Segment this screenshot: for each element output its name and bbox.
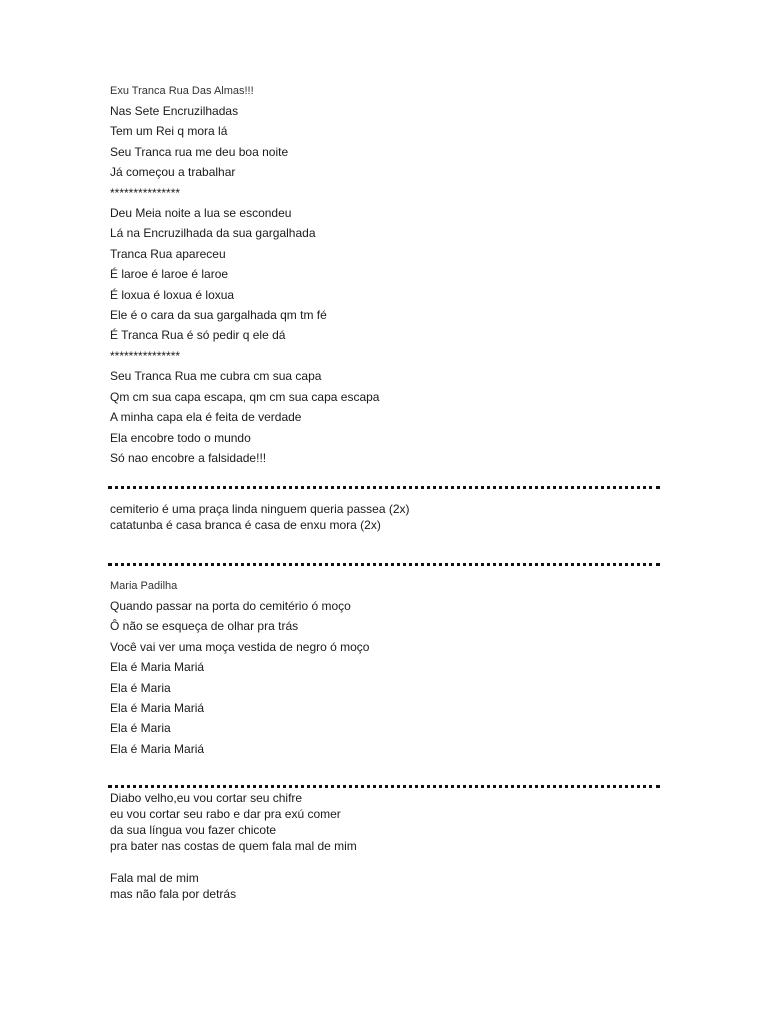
lyric-line: Nas Sete Encruzilhadas [110,104,239,118]
blank-line [110,854,670,870]
lyric-line: Ele é o cara da sua gargalhada qm tm fé [110,308,327,323]
asterisk-divider: *************** [110,185,181,200]
lyric-line: Ela é Maria [110,680,171,695]
lyric-line: Ela é Maria Mariá [110,660,205,675]
dotted-separator [108,563,660,566]
lyric-line: Fala mal de mim [110,871,199,885]
lyric-line: É laroe é laroe é laroe [110,267,229,282]
lyric-line: Diabo velho,eu vou cortar seu chifre [110,791,303,805]
lyric-line: Seu Tranca Rua me cubra cm sua capa [110,369,322,384]
asterisk-divider: *************** [110,348,181,363]
lyric-line: Seu Tranca rua me deu boa noite [110,144,289,159]
lyric-line: Ela encobre todo o mundo [110,430,251,445]
lyric-line: É loxua é loxua é loxua [110,287,235,302]
lyric-line: Ela é Maria Mariá [110,741,205,756]
lyric-line: Lá na Encruzilhada da sua gargalhada [110,226,316,241]
lyric-line: Deu Meia noite a lua se escondeu [110,206,292,221]
lyric-line: Tem um Rei q mora lá [110,124,228,139]
lyric-line: Qm cm sua capa escapa, qm cm sua capa escapa [110,389,380,404]
dotted-separator [108,486,660,489]
lyric-line: A minha capa ela é feita de verdade [110,410,302,425]
song-diabo-velho [110,790,670,902]
lyric-line: Só nao encobre a falsidade!!! [110,450,267,465]
lyric-line: Já começou a trabalhar [110,165,236,180]
lyric-line: eu vou cortar seu rabo e dar pra exú comer [110,807,341,821]
dotted-separator [108,785,660,788]
lyric-line: cemiterio é uma praça linda ninguem queria passea (2x) [110,502,410,516]
song-cemiterio [110,501,670,533]
lyric-line: Ela é Maria Mariá [110,701,205,716]
lyric-line: É Tranca Rua é só pedir q ele dá [110,328,286,343]
lyric-line: Ela é Maria [110,721,171,736]
lyric-line: Tranca Rua apareceu [110,246,226,261]
song-title: Maria Padilha [110,580,178,592]
lyric-line: Quando passar na porta do cemitério ó moço [110,599,351,613]
song-exu-tranca-rua [110,81,670,468]
song-maria-padilha [110,576,670,759]
song-title: Exu Tranca Rua Das Almas!!! [110,85,254,97]
lyric-line: pra bater nas costas de quem fala mal de mim [110,839,357,853]
lyric-line: da sua língua vou fazer chicote [110,823,277,837]
lyric-line: mas não fala por detrás [110,887,237,901]
lyric-line: Ô não se esqueça de olhar pra trás [110,619,299,634]
lyric-line: Você vai ver uma moça vestida de negro ó moço [110,639,370,654]
lyric-line: catatunba é casa branca é casa de enxu mora (2x) [110,518,381,532]
